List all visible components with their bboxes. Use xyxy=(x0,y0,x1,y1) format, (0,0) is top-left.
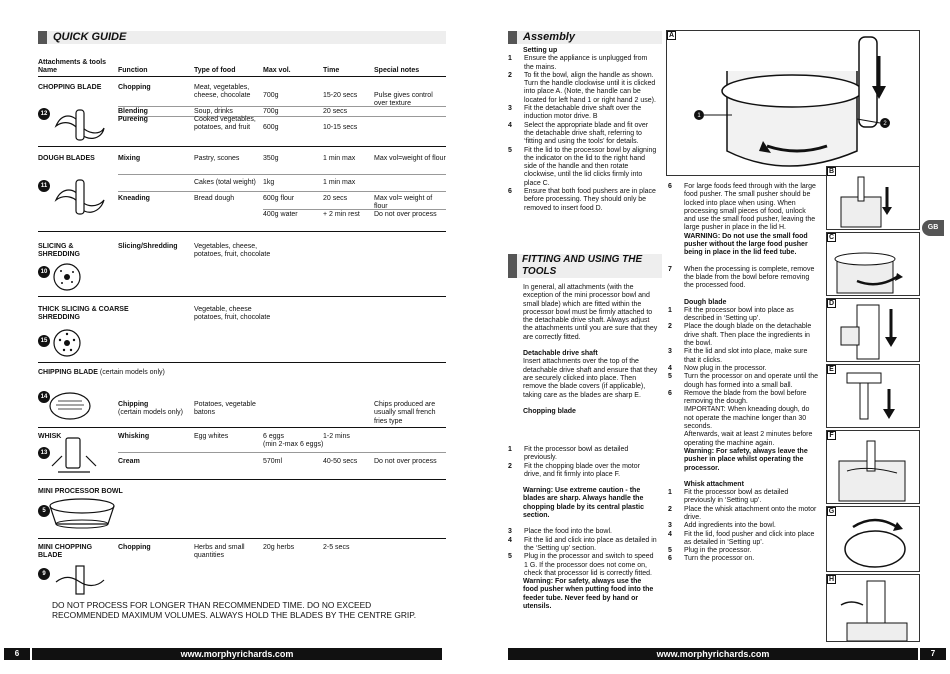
chopping-blade-number xyxy=(38,102,50,120)
dough-blade-icon xyxy=(52,176,108,220)
slicing-badge: 10 xyxy=(38,266,50,278)
dough-step-6: 6 Remove the blade from the bowl before removing the dough. xyxy=(668,389,807,406)
coarse-disc-icon xyxy=(52,328,82,358)
website-link-right[interactable]: www.morphyrichards.com xyxy=(508,648,918,660)
assembly-heading xyxy=(508,31,662,44)
slicing-disc-icon xyxy=(52,262,82,292)
setup-step-4: 4 Select the appropriate blade and fit over the detachable drive shaft, referring to ‘fitting and using the tools’ for details. xyxy=(508,121,649,146)
chipping-function: Chipping xyxy=(118,401,149,408)
chopping-blade-fit-illustration xyxy=(827,431,920,504)
figure-e xyxy=(826,364,920,428)
mini-chopping-function: Chopping xyxy=(118,544,151,551)
website-link-left[interactable]: www.morphyrichards.com xyxy=(32,648,442,660)
whisk-name: WHISK xyxy=(38,433,62,440)
whisking-time: 1-2 mins xyxy=(323,433,350,440)
figure-b-label: B xyxy=(828,168,835,175)
dough-step-3: 3 Fit the lid and slot into place, make sure that it clicks. xyxy=(668,348,808,364)
mini-chopping-vol: 20g herbs xyxy=(263,544,295,551)
whisk-icon xyxy=(50,436,98,476)
setup-step-3: 3 Fit the detachable drive shaft over the induction motor drive. B xyxy=(508,105,642,121)
whisk-attachment-title: Whisk attachment xyxy=(684,480,744,488)
chopping-note: Pulse gives control over texture xyxy=(374,92,433,108)
chipping-badge: 14 xyxy=(38,391,50,403)
cakes-food: Cakes (total weight) xyxy=(194,179,256,186)
cream-note: Do not over process xyxy=(374,458,437,465)
mini-chopping-badge: 9 xyxy=(38,568,50,580)
dough-step-4: 4 Now plug in the processor. xyxy=(668,364,767,372)
drive-shaft-illustration xyxy=(827,167,920,230)
section-rule xyxy=(38,479,446,480)
figure-g xyxy=(826,506,920,572)
figure-a xyxy=(666,30,920,176)
chipping-food: Potatoes, vegetable batons xyxy=(194,401,256,417)
chopping-blade-name: CHOPPING BLADE xyxy=(38,84,102,91)
header-attachments: Attachments & tools xyxy=(38,59,107,66)
speed-dial-illustration xyxy=(827,507,920,572)
whisk-badge: 13 xyxy=(38,447,50,459)
kneading-function: Kneading xyxy=(118,195,150,202)
thick-slicing-food: Vegetable, cheese potatoes, fruit, chocolate xyxy=(194,306,271,322)
figure-d-label: D xyxy=(828,300,835,307)
blending-food: Soup, drinks xyxy=(194,108,233,115)
cakes-time: 1 min max xyxy=(323,179,356,186)
fitting-tools-heading: FITTING AND USING THE TOOLS xyxy=(508,254,662,278)
figure-h-label: H xyxy=(828,576,835,583)
chipping-disc-icon xyxy=(48,391,92,421)
header-special-notes: Special notes xyxy=(374,67,420,74)
kneading-note: Max vol= weight of flour xyxy=(374,195,433,211)
fitting-column xyxy=(523,284,658,416)
assembly-title: Assembly xyxy=(523,31,575,43)
chop-step-4: 4 Fit the lid and click into place as detailed in the ‘Setting up’ section. xyxy=(508,536,657,552)
kneading-vol: 600g flour xyxy=(263,195,295,202)
mini-chopping-number xyxy=(38,562,50,580)
whisk-step-1: 1 Fit the processor bowl as detailed previously in ‘Setting up’. xyxy=(668,489,789,505)
fitting-intro: In general, all attachments (with the exception of the mini processor bowl and small blade) which are fitted within the processor bowl must be firmly attached to the detachable drive shaft. Always adjust the attachments until you are sure that they are correctly fitted. xyxy=(523,284,658,341)
chop-step-6: 6 For large foods feed through with the large food pusher. The small pusher should be locked into place when using. When processing small pieces of food, unlock and use the small food pusher, leaving the large pusher in place in the lid H. xyxy=(668,183,816,232)
quick-guide-heading xyxy=(38,31,446,44)
mini-chopping-blade-icon xyxy=(52,564,108,598)
section-rule xyxy=(38,362,446,363)
header-max-vol: Max vol. xyxy=(263,67,291,74)
section-rule xyxy=(38,427,446,428)
section-rule xyxy=(38,146,446,147)
feed-warning: Warning: For safety, always use the food pusher when putting food into the feeder tube. Never feed by hand or utensils. xyxy=(523,578,654,611)
kneading-time: 20 secs xyxy=(323,195,348,202)
chop-warning: Warning: Use extreme caution - the blades are sharp. Always handle the chopping blade by its central plastic section. xyxy=(523,487,644,520)
setting-up-column xyxy=(508,47,658,213)
figure-g-label: G xyxy=(828,508,835,515)
header-time: Time xyxy=(323,67,340,74)
row-rule xyxy=(118,191,446,192)
chop-step-2: 2 Fit the chopping blade over the motor drive, and fit firmly into place F. xyxy=(508,462,640,478)
chipping-note: Chips produced are usually small french fries type xyxy=(374,401,436,425)
chopping-blade-title: Chopping blade xyxy=(523,407,576,415)
chipping-models: (certain models only) xyxy=(99,369,165,376)
cream-function: Cream xyxy=(118,458,140,465)
whisk-step-4: 4 Fit the lid, food pusher and click into place as detailed in ‘Setting up’. xyxy=(668,530,815,546)
chopping-steps xyxy=(508,446,658,611)
section-rule xyxy=(38,231,446,232)
figure-c xyxy=(826,232,920,296)
chopping-blade-icon xyxy=(52,106,108,146)
figure-b xyxy=(826,166,920,230)
svg-text:1: 1 xyxy=(697,113,701,119)
cream-vol: 570ml xyxy=(263,458,283,465)
cream-time: 40-50 secs xyxy=(323,458,358,465)
thick-slicing-name: THICK SLICING & COARSE SHREDDING xyxy=(38,306,129,322)
dough-note: Do not over process xyxy=(374,211,437,218)
whisk-step-2: 2 Place the whisk attachment onto the motor drive. xyxy=(668,505,817,521)
whisk-number xyxy=(38,441,50,459)
row-rule xyxy=(118,106,446,107)
chopping-time: 15-20 secs xyxy=(323,92,358,99)
mini-bowl-name: MINI PROCESSOR BOWL xyxy=(38,488,123,495)
whisking-vol-range: (min 2-max 6 eggs) xyxy=(263,441,324,448)
page-number-right: 7 xyxy=(920,648,946,660)
chopping-vol: 700g xyxy=(263,92,279,99)
slicing-number xyxy=(38,260,50,278)
chipping-models-note: (certain models only) xyxy=(118,409,183,416)
slicing-function: Slicing/Shredding xyxy=(118,243,178,250)
dough-blades-badge: 11 xyxy=(38,180,50,192)
drive-shaft-text: Insert attachments over the top of the detachable drive shaft and ensure that they are securely clicked into place. Then remove the blade covers (if applicable), taking care as the blades are sharp E. xyxy=(523,358,658,399)
mini-chopping-food: Herbs and small quantities xyxy=(194,544,245,560)
dough-wait: Afterwards, wait at least 2 minutes before operating the machine again. xyxy=(684,431,813,447)
blade-warning: DO NOT PROCESS FOR LONGER THAN RECOMMENDED TIME. DO NO EXCEED RECOMMENDED MAXIMUM VOLUMES. ALWAYS HOLD THE BLADES BY THE CENTRE GRIP. xyxy=(52,600,417,620)
blending-function: Blending xyxy=(118,108,148,115)
slicing-name: SLICING & SHREDDING xyxy=(38,243,81,259)
language-tab[interactable]: GB xyxy=(922,220,944,236)
figure-d xyxy=(826,298,920,362)
chop-step-1: 1 Fit the processor bowl as detailed previously. xyxy=(508,446,629,462)
pureeing-food: Cooked vegetables, potatoes, and fruit xyxy=(194,116,256,132)
slicing-food: Vegetables, cheese, potatoes, fruit, chocolate xyxy=(194,243,271,259)
second-column xyxy=(668,183,818,564)
mixing-note: Max vol=weight of flour xyxy=(374,155,446,162)
row-rule xyxy=(263,209,446,210)
row-rule xyxy=(118,452,446,453)
rest-time: + 2 min rest xyxy=(323,211,360,218)
header-name-label: Name xyxy=(38,67,58,75)
mini-bowl-icon xyxy=(46,496,118,530)
mixing-food: Pastry, scones xyxy=(194,155,240,162)
lid-illustration xyxy=(827,233,920,296)
setup-step-2: 2 To fit the bowl, align the handle as shown. Turn the handle clockwise until it is clicked into place A. (Note, the handle can be located for left hand 1 or right hand 2 use). xyxy=(508,71,656,104)
dough-step-2: 2 Place the dough blade on the detachable drive shaft. Then place the ingredients in the bowl. xyxy=(668,323,812,348)
quick-guide-title: QUICK GUIDE xyxy=(53,31,127,43)
cakes-vol: 1kg xyxy=(263,179,275,186)
header-type-of-food: Type of food xyxy=(194,67,236,74)
whisking-function: Whisking xyxy=(118,433,150,440)
figure-c-label: C xyxy=(828,234,835,241)
kneading-food: Bread dough xyxy=(194,195,235,202)
food-pusher-illustration xyxy=(827,575,920,642)
water-vol: 400g water xyxy=(263,211,298,218)
chop-step-3: 3 Place the food into the bowl. xyxy=(508,528,612,536)
whisking-vol: 6 eggs xyxy=(263,433,285,440)
dough-blades-number xyxy=(38,174,50,192)
section-rule xyxy=(38,538,446,539)
drive-shaft-title: Detachable drive shaft xyxy=(523,350,598,358)
chopping-function: Chopping xyxy=(118,84,151,91)
whisking-food: Egg whites xyxy=(194,433,229,440)
mixing-time: 1 min max xyxy=(323,155,356,162)
pusher-illustration xyxy=(827,299,920,362)
section-rule xyxy=(38,296,446,297)
setup-step-6: 6 Ensure that both food pushers are in place before processing. They should only be removed to insert food D. xyxy=(508,188,656,212)
mini-chopping-time: 2-5 secs xyxy=(323,544,350,551)
figure-e-label: E xyxy=(827,365,836,374)
figure-h xyxy=(826,574,920,642)
blending-vol: 700g xyxy=(263,108,279,115)
chopping-blade-badge: 12 xyxy=(38,108,50,120)
blending-time: 20 secs xyxy=(323,108,348,115)
pureeing-vol: 600g xyxy=(263,124,279,131)
header-function: Function xyxy=(118,67,148,74)
figure-a-label: A xyxy=(668,32,675,39)
chipping-blade-name: CHIPPING BLADE xyxy=(38,369,98,376)
mixing-vol: 350g xyxy=(263,155,279,162)
setup-step-5: 5 Fit the lid to the processor bowl by aligning the indicator on the lid to the right hand side of the handle and then rotate clockwise, until the lid clicks firmly into place C. xyxy=(508,146,657,187)
pusher-warning: WARNING: Do not use the small food pusher without the large food pusher being in place in the lid feed tube. xyxy=(684,232,808,257)
dough-step-5: 5 Turn the processor on and operate until the dough has formed into a small ball. xyxy=(668,373,818,389)
setup-step-1: 1 Ensure the appliance is unplugged from the mains. xyxy=(508,55,648,71)
dough-warning: Warning: For safety, always leave the pusher in place whilst operating the processor. xyxy=(684,447,808,472)
row-rule xyxy=(118,116,446,117)
whisk-step-6: 6 Turn the processor on. xyxy=(668,555,755,563)
chop-step-7: 7 When the processing is complete, remove the blade from the bowl before removing the processed food. xyxy=(668,265,815,290)
bowl-handle-illustration xyxy=(667,31,920,176)
mini-chopping-name: MINI CHOPPING BLADE xyxy=(38,544,93,560)
mixing-function: Mixing xyxy=(118,155,141,162)
whisk-step-3: 3 Add ingredients into the bowl. xyxy=(668,522,776,530)
thick-slicing-badge: 15 xyxy=(38,335,50,347)
dough-blades-name: DOUGH BLADES xyxy=(38,155,95,162)
row-rule xyxy=(118,174,446,175)
pureeing-function: Pureeing xyxy=(118,116,148,123)
dough-important: IMPORTANT: When kneading dough, do not operate the machine longer than 30 seconds. xyxy=(684,406,810,431)
page-number-left: 6 xyxy=(4,648,30,660)
setting-up-title: Setting up xyxy=(523,47,558,54)
header-rule xyxy=(38,76,446,77)
dough-step-1: 1 Fit the processor bowl into place as described in ‘Setting up’. xyxy=(668,306,794,323)
chop-step-5: 5 Plug in the processor and switch to speed 1 G. If the processor does not come on, check that processor lid is correctly fitted. xyxy=(508,553,654,577)
figure-f-label: F xyxy=(827,431,836,440)
thick-slicing-number xyxy=(38,329,50,347)
whisk-step-5: 5 Plug in the processor. xyxy=(668,547,752,555)
blade-cover-illustration xyxy=(827,365,920,428)
svg-text:2: 2 xyxy=(883,121,887,127)
mini-bowl-badge: 5 xyxy=(38,505,50,517)
chipping-blade-title xyxy=(38,369,165,377)
chopping-food: Meat, vegetables, cheese, chocolate xyxy=(194,84,251,100)
header-name xyxy=(38,59,116,76)
pureeing-time: 10-15 secs xyxy=(323,124,358,131)
dough-blade-title: Dough blade xyxy=(684,298,727,306)
figure-f xyxy=(826,430,920,504)
